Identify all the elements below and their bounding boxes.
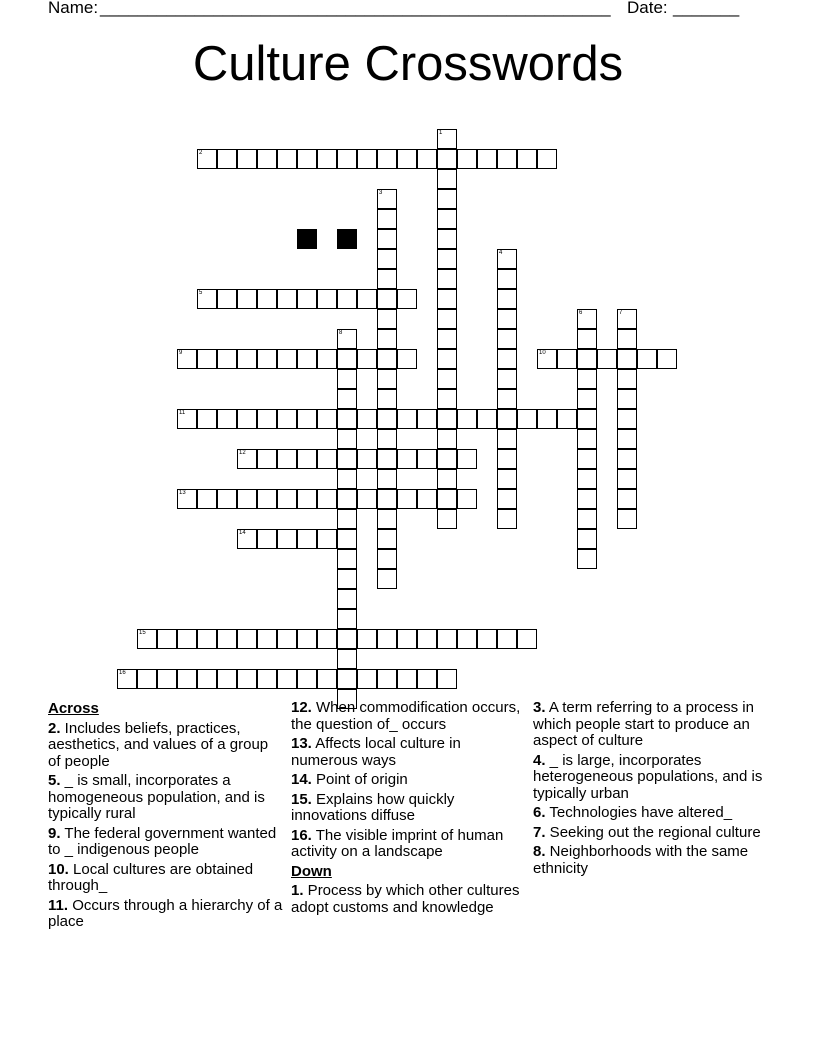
grid-cell[interactable] — [277, 629, 297, 649]
grid-cell[interactable] — [437, 129, 457, 149]
grid-cell[interactable] — [217, 349, 237, 369]
clue-number: 3. — [533, 699, 546, 716]
black-square — [337, 229, 357, 249]
grid-cell[interactable] — [437, 489, 457, 509]
grid-cell[interactable] — [317, 669, 337, 689]
grid-cell[interactable] — [617, 309, 637, 329]
grid-cell[interactable] — [337, 649, 357, 669]
clue-number-label: 15 — [139, 630, 146, 636]
clue-across-2 — [48, 721, 284, 771]
clue-across-16 — [291, 828, 527, 861]
grid-cell[interactable] — [577, 469, 597, 489]
grid-cell[interactable] — [617, 409, 637, 429]
grid-cell[interactable] — [257, 349, 277, 369]
clue-down-4 — [533, 753, 769, 803]
grid-cell[interactable] — [257, 629, 277, 649]
grid-cell[interactable] — [397, 489, 417, 509]
grid-cell[interactable] — [497, 349, 517, 369]
grid-cell[interactable] — [477, 629, 497, 649]
clue-text: The federal government wanted to _ indigenous people — [48, 824, 277, 858]
grid-cell[interactable] — [337, 629, 357, 649]
grid-cell[interactable] — [557, 409, 577, 429]
grid-cell[interactable] — [257, 289, 277, 309]
grid-cell[interactable] — [337, 549, 357, 569]
down-heading: Down — [291, 862, 332, 880]
grid-cell[interactable] — [237, 449, 257, 469]
grid-cell[interactable] — [457, 149, 477, 169]
clue-across-14 — [291, 772, 527, 789]
grid-cell[interactable] — [377, 329, 397, 349]
grid-cell[interactable] — [397, 289, 417, 309]
clue-across-12 — [291, 700, 527, 733]
grid-cell[interactable] — [377, 269, 397, 289]
grid-cell[interactable] — [317, 409, 337, 429]
clue-across-11 — [48, 898, 284, 931]
clue-number: 11. — [48, 896, 69, 914]
clue-column-3 — [533, 700, 769, 880]
grid-cell[interactable] — [137, 629, 157, 649]
grid-cell[interactable] — [197, 489, 217, 509]
grid-cell[interactable] — [437, 169, 457, 189]
grid-cell[interactable] — [277, 349, 297, 369]
grid-cell[interactable] — [217, 289, 237, 309]
grid-cell[interactable] — [197, 149, 217, 169]
grid-cell[interactable] — [377, 469, 397, 489]
grid-cell[interactable] — [497, 149, 517, 169]
grid-cell[interactable] — [317, 629, 337, 649]
date-label: Date: — [627, 0, 668, 17]
grid-cell[interactable] — [177, 349, 197, 369]
grid-cell[interactable] — [397, 669, 417, 689]
grid-cell[interactable] — [437, 209, 457, 229]
grid-cell[interactable] — [197, 289, 217, 309]
grid-cell[interactable] — [637, 349, 657, 369]
clue-number: 13. — [291, 735, 312, 752]
clue-number-label: 9 — [179, 350, 183, 356]
grid-cell[interactable] — [417, 149, 437, 169]
clue-number: 7. — [533, 823, 546, 841]
clue-text: Occurs through a hierarchy of a place — [48, 896, 283, 930]
grid-cell[interactable] — [617, 469, 637, 489]
clue-number-label: 6 — [579, 310, 583, 316]
grid-cell[interactable] — [437, 229, 457, 249]
grid-cell[interactable] — [577, 429, 597, 449]
grid-cell[interactable] — [377, 229, 397, 249]
grid-cell[interactable] — [657, 349, 677, 369]
grid-cell[interactable] — [417, 669, 437, 689]
grid-cell[interactable] — [497, 289, 517, 309]
grid-cell[interactable] — [437, 189, 457, 209]
grid-cell[interactable] — [497, 489, 517, 509]
grid-cell[interactable] — [357, 629, 377, 649]
grid-cell[interactable] — [337, 369, 357, 389]
grid-cell[interactable] — [257, 409, 277, 429]
grid-cell[interactable] — [417, 489, 437, 509]
grid-cell[interactable] — [177, 629, 197, 649]
grid-cell[interactable] — [197, 349, 217, 369]
grid-cell[interactable] — [157, 629, 177, 649]
clue-number: 1. — [291, 882, 304, 899]
grid-cell[interactable] — [217, 149, 237, 169]
grid-cell[interactable] — [497, 469, 517, 489]
grid-cell[interactable] — [417, 629, 437, 649]
grid-cell[interactable] — [297, 489, 317, 509]
clue-text: Process by which other cultures adopt customs and knowledge — [291, 882, 520, 916]
grid-cell[interactable] — [497, 449, 517, 469]
grid-cell[interactable] — [557, 349, 577, 369]
grid-cell[interactable] — [577, 549, 597, 569]
grid-cell[interactable] — [377, 249, 397, 269]
grid-cell[interactable] — [517, 149, 537, 169]
grid-cell[interactable] — [617, 509, 637, 529]
grid-cell[interactable] — [217, 629, 237, 649]
clue-down-3 — [533, 700, 769, 750]
grid-cell[interactable] — [577, 369, 597, 389]
grid-cell[interactable] — [197, 409, 217, 429]
clue-number: 8. — [533, 843, 546, 860]
clue-number: 14. — [291, 771, 312, 788]
grid-cell[interactable] — [237, 409, 257, 429]
grid-cell[interactable] — [357, 489, 377, 509]
grid-cell[interactable] — [417, 449, 437, 469]
grid-cell[interactable] — [617, 489, 637, 509]
clue-number-label: 13 — [179, 490, 186, 496]
grid-cell[interactable] — [537, 349, 557, 369]
grid-cell[interactable] — [497, 249, 517, 269]
grid-cell[interactable] — [317, 449, 337, 469]
grid-cell[interactable] — [437, 269, 457, 289]
grid-cell[interactable] — [237, 289, 257, 309]
clue-number-label: 3 — [379, 190, 383, 196]
clue-text: Local cultures are obtained through_ — [48, 860, 254, 894]
grid-cell[interactable] — [257, 149, 277, 169]
grid-cell[interactable] — [357, 449, 377, 469]
grid-cell[interactable] — [337, 589, 357, 609]
grid-cell[interactable] — [477, 409, 497, 429]
grid-cell[interactable] — [437, 669, 457, 689]
grid-cell[interactable] — [377, 409, 397, 429]
grid-cell[interactable] — [437, 429, 457, 449]
clue-column-2 — [291, 700, 527, 919]
grid-cell[interactable] — [217, 669, 237, 689]
grid-cell[interactable] — [137, 669, 157, 689]
grid-cell[interactable] — [577, 329, 597, 349]
grid-cell[interactable] — [277, 409, 297, 429]
grid-cell[interactable] — [257, 669, 277, 689]
grid-cell[interactable] — [497, 329, 517, 349]
grid-cell[interactable] — [457, 449, 477, 469]
grid-cell[interactable] — [297, 149, 317, 169]
grid-cell[interactable] — [317, 349, 337, 369]
grid-cell[interactable] — [497, 429, 517, 449]
grid-cell[interactable] — [457, 489, 477, 509]
grid-cell[interactable] — [437, 249, 457, 269]
grid-cell[interactable] — [297, 449, 317, 469]
grid-cell[interactable] — [437, 289, 457, 309]
clue-text: Affects local culture in numerous ways — [291, 735, 461, 769]
grid-cell[interactable] — [497, 269, 517, 289]
clue-across-15 — [291, 792, 527, 825]
clue-across-5 — [48, 773, 284, 823]
clue-text: When commodification occurs, the question of_ occurs — [291, 699, 521, 733]
grid-cell[interactable] — [257, 449, 277, 469]
date-field[interactable]: _______ — [673, 0, 740, 17]
grid-cell[interactable] — [357, 349, 377, 369]
grid-cell[interactable] — [497, 309, 517, 329]
grid-cell[interactable] — [577, 449, 597, 469]
grid-cell[interactable] — [237, 669, 257, 689]
grid-cell[interactable] — [377, 209, 397, 229]
grid-cell[interactable] — [337, 489, 357, 509]
grid-cell[interactable] — [517, 409, 537, 429]
grid-cell[interactable] — [257, 489, 277, 509]
clue-number: 9. — [48, 824, 61, 842]
grid-cell[interactable] — [437, 149, 457, 169]
grid-cell[interactable] — [377, 309, 397, 329]
grid-cell[interactable] — [477, 149, 497, 169]
grid-cell[interactable] — [337, 529, 357, 549]
grid-cell[interactable] — [337, 149, 357, 169]
grid-cell[interactable] — [157, 669, 177, 689]
grid-cell[interactable] — [437, 629, 457, 649]
clue-number-label: 14 — [239, 530, 246, 536]
grid-cell[interactable] — [297, 349, 317, 369]
grid-cell[interactable] — [297, 529, 317, 549]
grid-cell[interactable] — [617, 389, 637, 409]
clue-across-9 — [48, 826, 284, 859]
grid-cell[interactable] — [617, 429, 637, 449]
grid-cell[interactable] — [217, 409, 237, 429]
grid-cell[interactable] — [237, 349, 257, 369]
grid-cell[interactable] — [337, 449, 357, 469]
grid-cell[interactable] — [517, 629, 537, 649]
clue-number-label: 8 — [339, 330, 343, 336]
grid-cell[interactable] — [617, 349, 637, 369]
clue-number-label: 2 — [199, 150, 203, 156]
grid-cell[interactable] — [397, 449, 417, 469]
grid-cell[interactable] — [617, 369, 637, 389]
grid-cell[interactable] — [377, 189, 397, 209]
grid-cell[interactable] — [337, 429, 357, 449]
clue-number-label: 5 — [199, 290, 203, 296]
clue-text: _ is small, incorporates a homogeneous population, and is typically rural — [48, 772, 265, 822]
clue-text: Neighborhoods with the same ethnicity — [533, 843, 749, 877]
grid-cell[interactable] — [277, 289, 297, 309]
grid-cell[interactable] — [297, 409, 317, 429]
grid-cell[interactable] — [537, 409, 557, 429]
grid-cell[interactable] — [377, 449, 397, 469]
grid-cell[interactable] — [577, 389, 597, 409]
clue-text: _ is large, incorporates heterogeneous populations, and is typically urban — [533, 751, 763, 802]
grid-cell[interactable] — [377, 289, 397, 309]
grid-cell[interactable] — [377, 509, 397, 529]
clue-number: 6. — [533, 804, 546, 821]
clue-text: Seeking out the regional culture — [545, 823, 761, 841]
clue-number: 16. — [291, 826, 312, 844]
grid-cell[interactable] — [357, 289, 377, 309]
grid-cell[interactable] — [437, 329, 457, 349]
clue-number-label: 12 — [239, 450, 246, 456]
grid-cell[interactable] — [277, 529, 297, 549]
grid-cell[interactable] — [617, 449, 637, 469]
grid-cell[interactable] — [417, 409, 437, 429]
grid-cell[interactable] — [497, 409, 517, 429]
clue-number: 2. — [48, 719, 61, 737]
grid-cell[interactable] — [177, 409, 197, 429]
clue-across-10 — [48, 862, 284, 895]
name-field[interactable]: ______________________________________________________ — [100, 0, 611, 17]
grid-cell[interactable] — [297, 289, 317, 309]
grid-cell[interactable] — [437, 409, 457, 429]
grid-cell[interactable] — [377, 669, 397, 689]
grid-cell[interactable] — [357, 669, 377, 689]
page-title: Culture Crosswords — [192, 37, 624, 91]
grid-cell[interactable] — [437, 369, 457, 389]
grid-cell[interactable] — [377, 629, 397, 649]
grid-cell[interactable] — [337, 569, 357, 589]
grid-cell[interactable] — [377, 549, 397, 569]
grid-cell[interactable] — [357, 149, 377, 169]
grid-cell[interactable] — [177, 669, 197, 689]
grid-cell[interactable] — [177, 489, 197, 509]
grid-cell[interactable] — [377, 569, 397, 589]
grid-cell[interactable] — [277, 449, 297, 469]
clue-down-7 — [533, 825, 769, 842]
clue-across-13 — [291, 736, 527, 769]
grid-cell[interactable] — [197, 669, 217, 689]
clue-number: 15. — [291, 790, 312, 808]
grid-cell[interactable] — [397, 349, 417, 369]
grid-cell[interactable] — [577, 309, 597, 329]
grid-cell[interactable] — [397, 149, 417, 169]
clue-down-8 — [533, 844, 769, 877]
grid-cell[interactable] — [437, 389, 457, 409]
grid-cell[interactable] — [437, 349, 457, 369]
grid-cell[interactable] — [197, 629, 217, 649]
name-label: Name: — [48, 0, 99, 17]
grid-cell[interactable] — [437, 309, 457, 329]
clue-number-label: 7 — [619, 310, 623, 316]
grid-cell[interactable] — [337, 329, 357, 349]
grid-cell[interactable] — [337, 409, 357, 429]
clue-down-1 — [291, 883, 527, 916]
clue-number: 12. — [291, 699, 312, 716]
grid-cell[interactable] — [577, 409, 597, 429]
grid-cell[interactable] — [337, 349, 357, 369]
grid-cell[interactable] — [577, 489, 597, 509]
grid-cell[interactable] — [397, 629, 417, 649]
grid-cell[interactable] — [537, 149, 557, 169]
grid-cell[interactable] — [497, 369, 517, 389]
grid-cell[interactable] — [297, 669, 317, 689]
grid-cell[interactable] — [337, 509, 357, 529]
clue-number-label: 4 — [499, 250, 503, 256]
grid-cell[interactable] — [277, 149, 297, 169]
grid-cell[interactable] — [617, 329, 637, 349]
grid-cell[interactable] — [577, 509, 597, 529]
across-heading: Across — [48, 700, 99, 717]
grid-cell[interactable] — [577, 349, 597, 369]
grid-cell[interactable] — [357, 409, 377, 429]
clue-text: Includes beliefs, practices, aesthetics, and values of a group of people — [48, 719, 269, 770]
grid-cell[interactable] — [277, 669, 297, 689]
grid-cell[interactable] — [217, 489, 237, 509]
grid-cell[interactable] — [257, 529, 277, 549]
grid-cell[interactable] — [337, 669, 357, 689]
clue-text: Point of origin — [311, 771, 408, 788]
clue-down-6 — [533, 805, 769, 822]
grid-cell[interactable] — [397, 409, 417, 429]
grid-cell[interactable] — [497, 509, 517, 529]
grid-cell[interactable] — [457, 629, 477, 649]
clue-number: 10. — [48, 860, 69, 878]
clue-text: Explains how quickly innovations diffuse — [291, 790, 455, 824]
grid-cell[interactable] — [337, 469, 357, 489]
clue-number-label: 1 — [439, 130, 443, 136]
grid-cell[interactable] — [117, 669, 137, 689]
clue-number: 4. — [533, 751, 546, 769]
grid-cell[interactable] — [497, 389, 517, 409]
grid-cell[interactable] — [377, 429, 397, 449]
grid-cell[interactable] — [317, 489, 337, 509]
black-square — [297, 229, 317, 249]
clue-number: 5. — [48, 772, 61, 789]
grid-cell[interactable] — [337, 289, 357, 309]
grid-cell[interactable] — [237, 149, 257, 169]
grid-cell[interactable] — [297, 629, 317, 649]
clue-text: A term referring to a process in which people start to produce an aspect of culture — [533, 699, 754, 749]
grid-cell[interactable] — [377, 149, 397, 169]
grid-cell[interactable] — [497, 629, 517, 649]
grid-cell[interactable] — [437, 449, 457, 469]
grid-cell[interactable] — [237, 629, 257, 649]
grid-cell[interactable] — [237, 489, 257, 509]
grid-cell[interactable] — [377, 389, 397, 409]
clue-number-label: 11 — [179, 410, 186, 416]
grid-cell[interactable] — [377, 369, 397, 389]
grid-cell[interactable] — [317, 529, 337, 549]
clue-column-1 — [48, 700, 284, 934]
grid-cell[interactable] — [317, 289, 337, 309]
grid-cell[interactable] — [377, 489, 397, 509]
grid-cell[interactable] — [457, 409, 477, 429]
grid-cell[interactable] — [317, 149, 337, 169]
grid-cell[interactable] — [277, 489, 297, 509]
grid-cell[interactable] — [377, 349, 397, 369]
grid-cell[interactable] — [237, 529, 257, 549]
clue-number-label: 16 — [119, 670, 126, 676]
grid-cell[interactable] — [337, 609, 357, 629]
grid-cell[interactable] — [597, 349, 617, 369]
clue-text: Technologies have altered_ — [545, 804, 733, 821]
grid-cell[interactable] — [437, 509, 457, 529]
grid-cell[interactable] — [377, 529, 397, 549]
clue-number-label: 10 — [539, 350, 546, 356]
clue-text: The visible imprint of human activity on a landscape — [291, 826, 504, 860]
grid-cell[interactable] — [577, 529, 597, 549]
grid-cell[interactable] — [437, 469, 457, 489]
grid-cell[interactable] — [337, 389, 357, 409]
